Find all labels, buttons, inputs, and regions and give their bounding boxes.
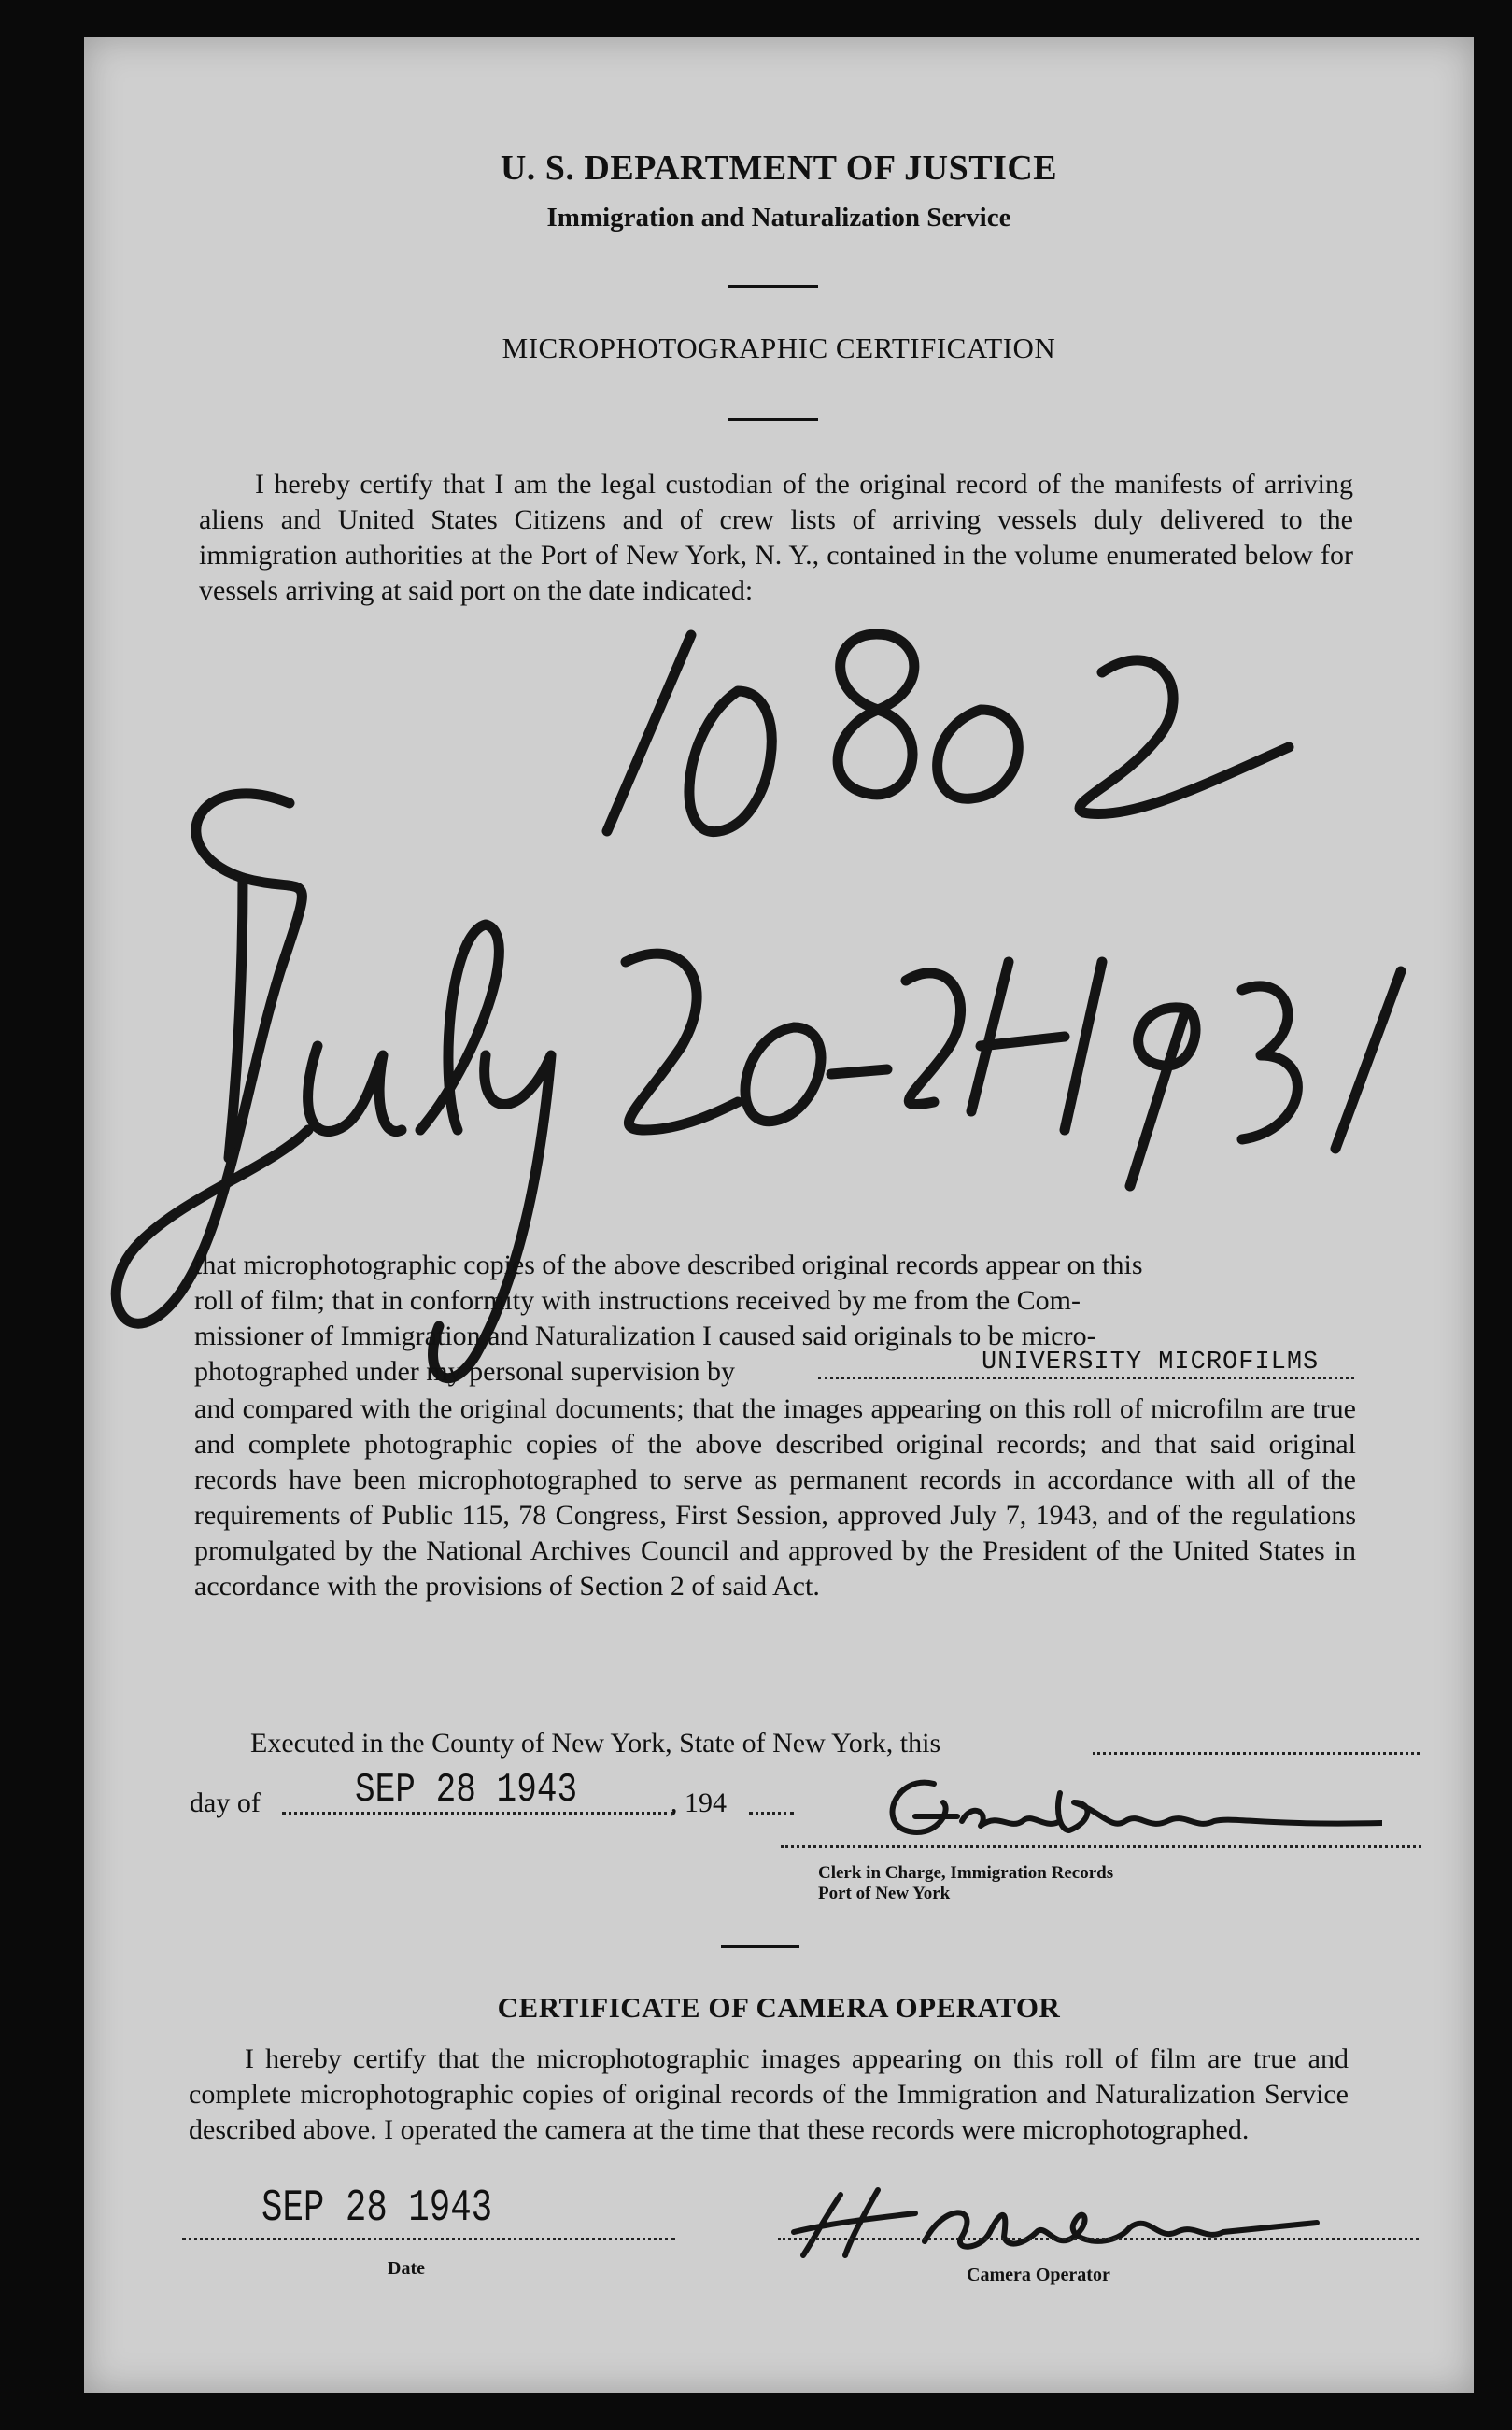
supervisor-line	[194, 1349, 1356, 1390]
department-heading: U. S. DEPARTMENT OF JUSTICE	[500, 148, 1058, 188]
date-label: Date	[388, 2258, 425, 2279]
handwritten-date	[84, 37, 1474, 1438]
camera-operator-dotted-line	[778, 2238, 1419, 2240]
clerk-title	[818, 1863, 1113, 1904]
supervisor-stamp: UNIVERSITY MICROFILMS	[982, 1349, 1320, 1377]
clerk-signature	[859, 1765, 1382, 1849]
certification-paragraph-2	[194, 1248, 1356, 1604]
paragraph-rest: and compared with the original documents; that the images appearing on this roll of microfilm are true and complete photographic copies of the above described original records; and that said original records have been microphotographed to serve as permanent records in accordance with all of the requirements of Public 115, 78 Congress, First Session, approved July 7, 1943, and of the regulations promulgated by the National Archives Council and approved by the President of the United States in accordance with the provisions of Section 2 of said Act.	[194, 1393, 1356, 1602]
date-stamp: SEP 28 1943	[261, 2183, 493, 2234]
service-heading: Immigration and Naturalization Service	[546, 203, 1011, 233]
executed-line: Executed in the County of New York, State of New York, this	[250, 1728, 941, 1759]
clerk-signature-line	[781, 1845, 1421, 1848]
certification-paragraph-1: I hereby certify that I am the legal custodian of the original record of the manifests of arriving aliens and United States Citizens and of crew lists of arriving vessels duly delivered to the immigration authorities at the Port of New York, N. Y., contained in the volume enumerated below for vessels arriving at said port on the date indicated:	[199, 469, 1353, 606]
divider	[721, 1945, 799, 1948]
clerk-title-line-2: Port of New York	[818, 1884, 951, 1903]
executed-dotted-line	[1093, 1752, 1420, 1755]
year-dotted-line	[749, 1812, 794, 1815]
certification-title: MICROPHOTOGRAPHIC CERTIFICATION	[502, 332, 1056, 364]
day-of-label: day of	[190, 1787, 261, 1818]
camera-operator-signature-image	[775, 2185, 1335, 2260]
camera-operator-paragraph: I hereby certify that the microphotographic images appearing on this roll of film are true and complete microphotographic copies of original records of the Immigration and Naturalization Service described above. I operated the camera at the time that these records were microphotographed.	[189, 2043, 1349, 2145]
day-of-stamp: SEP 28 1943	[355, 1767, 578, 1814]
camera-operator-signature	[775, 2185, 1335, 2260]
paragraph-line: roll of film; that in conformity with instructions received by me from the Com-	[194, 1285, 1081, 1316]
paragraph-line: that microphotographic copies of the above described original records appear on this	[194, 1250, 1143, 1280]
date-dotted-line	[182, 2238, 675, 2240]
camera-operator-title: CERTIFICATE OF CAMERA OPERATOR	[497, 1991, 1061, 2024]
clerk-signature-image	[859, 1765, 1382, 1849]
clerk-title-line-1: Clerk in Charge, Immigration Records	[818, 1863, 1114, 1883]
year-label: , 194	[671, 1787, 727, 1818]
certificate-page	[84, 37, 1474, 2393]
camera-operator-label: Camera Operator	[967, 2265, 1110, 2285]
paragraph-line: missioner of Immigration and Naturalization I caused said originals to be micro-	[194, 1321, 1096, 1351]
supervisor-line-text: photographed under my personal supervision by	[194, 1356, 736, 1387]
